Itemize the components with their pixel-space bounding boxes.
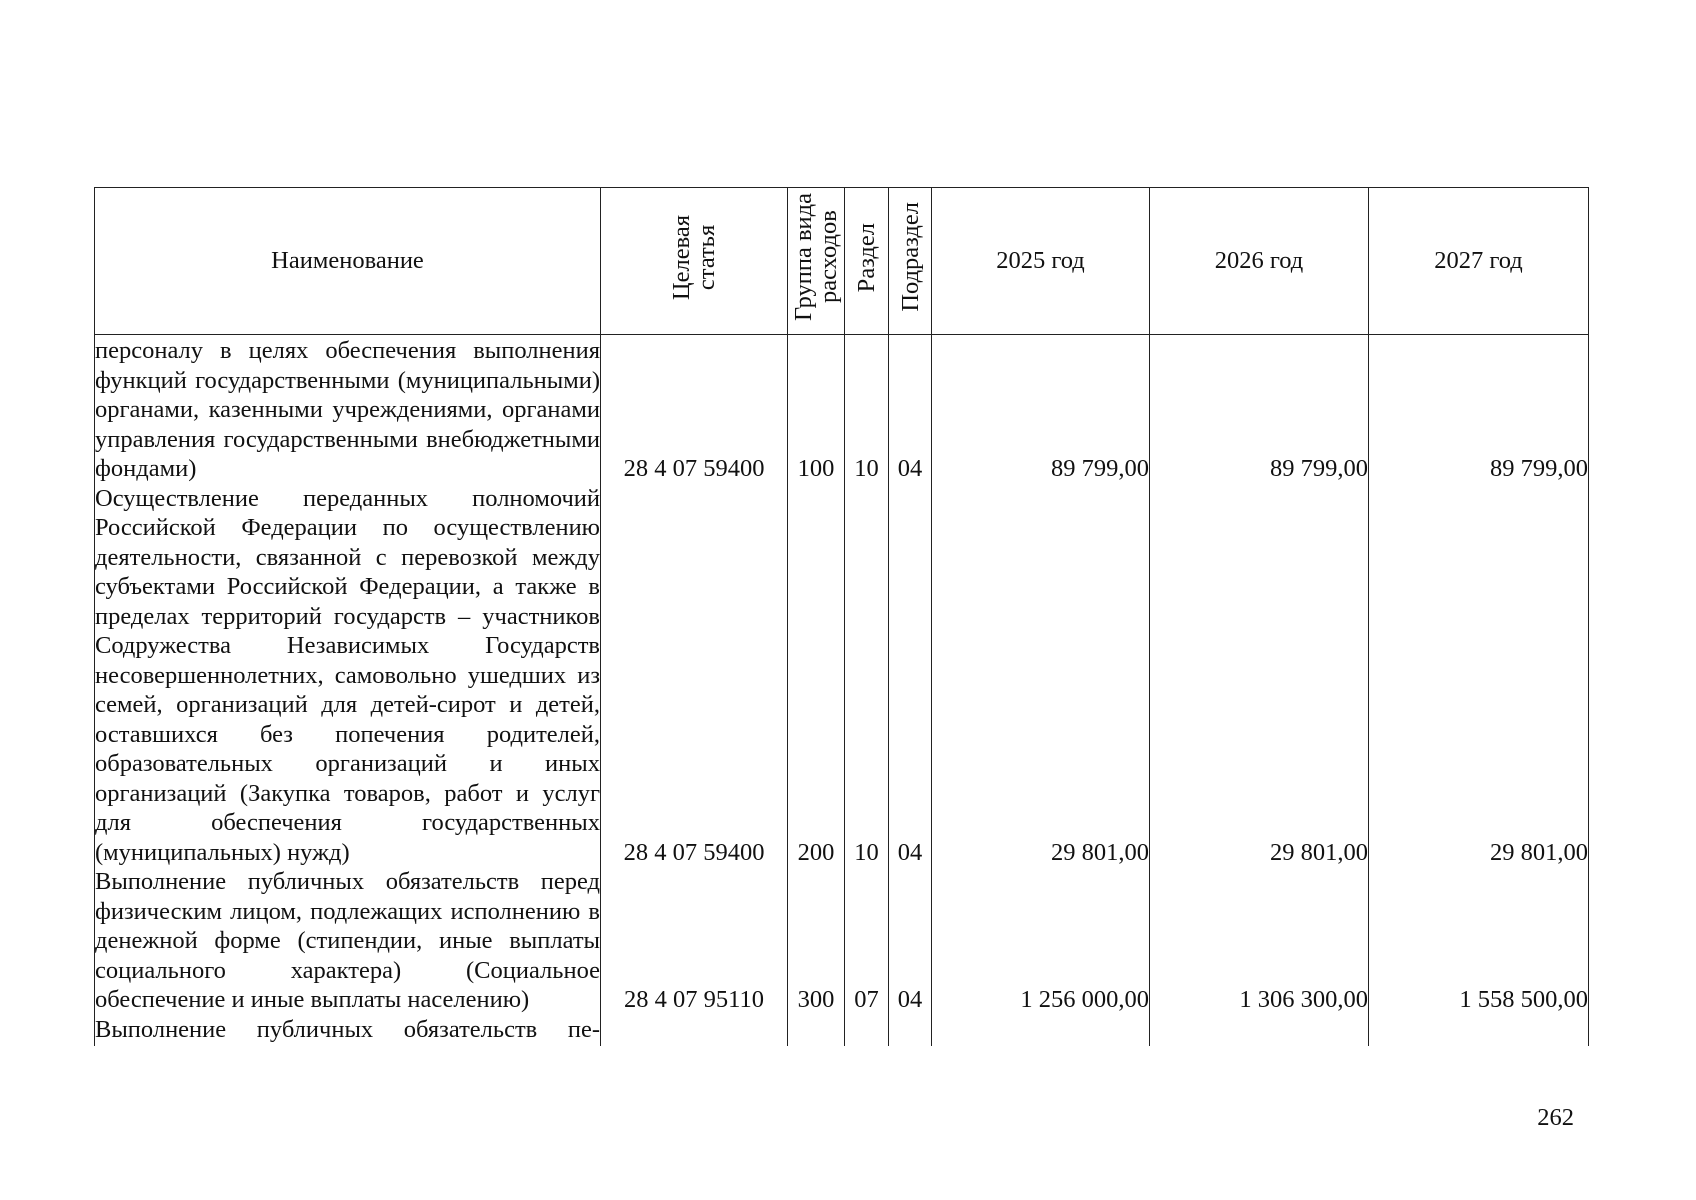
row-amount-2027: 29 801,00: [1369, 484, 1589, 868]
row-amount-2025: 89 799,00: [932, 335, 1150, 484]
row-target-article: 28 4 07 59400: [601, 484, 788, 868]
table-row: [95, 867, 1589, 1015]
row-amount-2026: 29 801,00: [1150, 484, 1369, 868]
row-amount-2025: [932, 1015, 1150, 1047]
header-name: Наименование: [95, 188, 601, 335]
row-target-article: 28 4 07 95110: [601, 867, 788, 1015]
row-target-article: [601, 1015, 788, 1047]
row-amount-2026: 89 799,00: [1150, 335, 1369, 484]
row-amount-2027: [1369, 1015, 1589, 1047]
table-row: [95, 484, 1589, 868]
header-section: Раздел: [845, 188, 889, 335]
header-year-2027: 2027 год: [1369, 188, 1589, 335]
row-section: 10: [845, 484, 889, 868]
row-section: 07: [845, 867, 889, 1015]
budget-table: [94, 187, 1589, 1046]
row-name: персоналу в целях обеспечения выполнения функций государственными (муниципальными) органами, казенными учреждениями, органами управления государственными внебюджетными фондами): [95, 335, 601, 484]
header-year-2026: 2026 год: [1150, 188, 1369, 335]
header-target-article: Целевая статья: [601, 188, 788, 335]
page-number: 262: [1537, 1104, 1574, 1131]
header-year-2025: 2025 год: [932, 188, 1150, 335]
row-subsection: 04: [889, 335, 932, 484]
row-amount-2027: 1 558 500,00: [1369, 867, 1589, 1015]
row-target-article: 28 4 07 59400: [601, 335, 788, 484]
header-subsection: Подраздел: [889, 188, 932, 335]
row-expense-group: 200: [788, 484, 845, 868]
row-amount-2027: 89 799,00: [1369, 335, 1589, 484]
row-name: Выполнение публичных обязательств пе-: [95, 1015, 601, 1047]
row-subsection: [889, 1015, 932, 1047]
row-expense-group: [788, 1015, 845, 1047]
table-row: [95, 1015, 1589, 1047]
row-amount-2026: 1 306 300,00: [1150, 867, 1369, 1015]
row-expense-group: 100: [788, 335, 845, 484]
row-name: Осуществление переданных полномочий Российской Федерации по осуществлению деятельности, связанной с перевозкой между субъектами Российской Федерации, а также в пределах территорий государств – участников Содружества Независимых Государств несовершеннолетних, самовольно ушедших из семей, организаций для детей-сирот и детей, оставшихся без попечения родителей, образовательных организаций и иных организаций (Закупка товаров, работ и услуг для обеспечения государственных (муниципальных) нужд): [95, 484, 600, 866]
row-amount-2025: 1 256 000,00: [932, 867, 1150, 1015]
row-section: [845, 1015, 889, 1047]
row-amount-2026: [1150, 1015, 1369, 1047]
row-section: 10: [845, 335, 889, 484]
header-expense-group: Группа вида расходов: [788, 188, 845, 335]
row-expense-group: 300: [788, 867, 845, 1015]
table-header-row: [95, 188, 1589, 335]
row-amount-2025: 29 801,00: [932, 484, 1150, 868]
table-row: [95, 335, 1589, 484]
row-name: Выполнение публичных обязательств перед физическим лицом, подлежащих исполнению в денежной форме (стипендии, иные выплаты социального характера) (Социальное обеспечение и иные выплаты населению): [95, 868, 600, 1013]
row-subsection: 04: [889, 867, 932, 1015]
row-subsection: 04: [889, 484, 932, 868]
